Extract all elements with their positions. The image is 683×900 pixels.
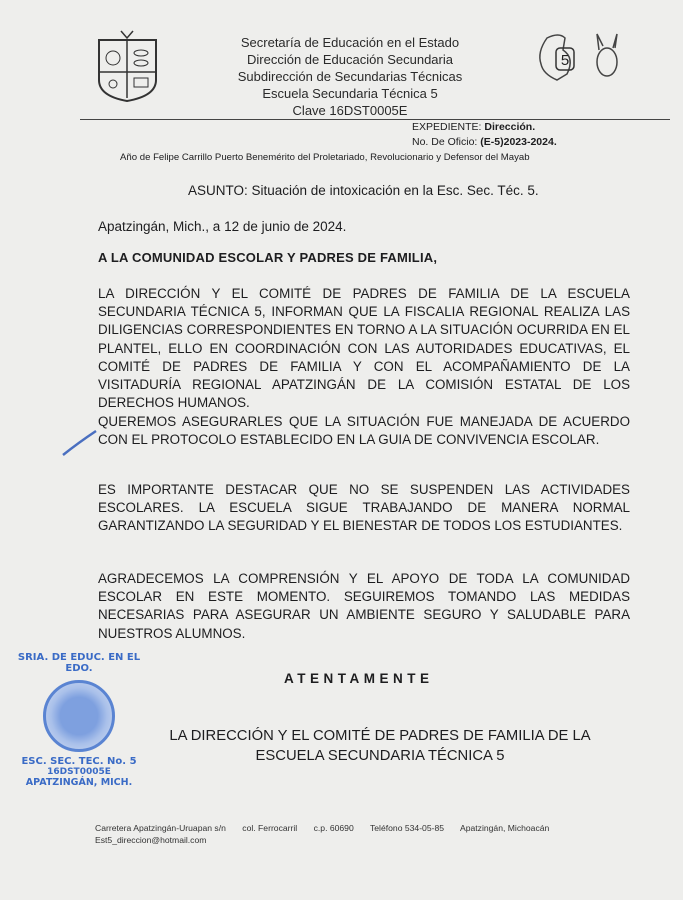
footer-email: Est5_direccion@hotmail.com (95, 835, 207, 845)
footer-city: Apatzingán, Michoacán (459, 823, 550, 833)
salutation: A LA COMUNIDAD ESCOLAR Y PADRES DE FAMILIA, (98, 250, 438, 265)
header-divider (80, 119, 670, 120)
letterhead-line: Dirección de Educación Secundaria (247, 52, 453, 67)
signature-line: LA DIRECCIÓN Y EL COMITÉ DE PADRES DE FAMILIA DE LA (169, 728, 591, 744)
date-line: Apatzingán, Mich., a 12 de junio de 2024. (98, 219, 347, 234)
school-logo-number: 5 (560, 52, 570, 69)
footer-cp: c.p. 60690 (313, 823, 354, 833)
stamp-line: 16DST0005E (47, 767, 111, 777)
subject-line: ASUNTO: Situación de intoxicación en la Esc. Sec. Téc. 5. (188, 183, 539, 198)
oficio-label: No. De Oficio: (412, 136, 478, 148)
body-paragraph: AGRADECEMOS LA COMPRENSIÓN Y EL APOYO DE TODA LA COMUNIDAD ESCOLAR EN ESTE MOMENTO. SEGUIREMOS TOMANDO LAS MEDIDAS NECESARIAS PARA ASEGURAR UN AMBIENTE SEGURO Y SALUDABLE PARA NUESTROS ALUMNOS. (98, 571, 630, 641)
stamp-top-text: SRIA. DE EDUC. EN EL EDO. (17, 652, 141, 674)
school-logo (535, 30, 625, 85)
letterhead (200, 34, 500, 119)
closing: ATENTAMENTE (284, 671, 434, 686)
expediente-label: EXPEDIENTE: (412, 121, 482, 133)
year-motto: Año de Felipe Carrillo Puerto Benemérito del Proletariado, Revolucionario y Defensor del Mayab (120, 152, 530, 163)
footer-address: Carretera Apatzingán-Uruapan s/n (95, 823, 226, 833)
body-paragraph: QUEREMOS ASEGURARLES QUE LA SITUACIÓN FUE MANEJADA DE ACUERDO CON EL PROTOCOLO ESTABLECIDO EN LA GUIA DE CONVIVENCIA ESCOLAR. (98, 414, 630, 448)
state-coat-of-arms-logo (95, 28, 160, 103)
body-paragraph: ES IMPORTANTE DESTACAR QUE NO SE SUSPENDEN LAS ACTIVIDADES ESCOLARES. LA ESCUELA SIGUE TRABAJANDO DE MANERA NORMAL GARANTIZANDO LA SEGURIDAD Y EL BIENESTAR DE TODOS LOS ESTUDIANTES. (98, 482, 630, 534)
footer-phone: Teléfono 534-05-85 (369, 823, 445, 833)
stamp-line: APATZINGÁN, MICH. (25, 777, 133, 788)
letterhead-line: Secretaría de Educación en el Estado (240, 35, 460, 50)
body-paragraph: LA DIRECCIÓN Y EL COMITÉ DE PADRES DE FAMILIA DE LA ESCUELA SECUNDARIA TÉCNICA 5, INFORMAN QUE LA FISCALIA REGIONAL REALIZA LAS DILIGENCIAS CORRESPONDIENTES EN TORNO A LA SITUACIÓN OCURRIDA EN EL PLANTEL, ELLO EN COORDINACIÓN CON LAS AUTORIDADES EDUCATIVAS, EL COMITÉ DE PADRES DE FAMILIA Y CON EL ACOMPAÑAMIENTO DE LA VISITADURÍA REGIONAL APATZINGÁN DE LA COMISIÓN ESTATAL DE LOS DERECHOS HUMANOS. (98, 286, 630, 411)
signature-line: ESCUELA SECUNDARIA TÉCNICA 5 (255, 748, 505, 764)
pen-mark (60, 425, 100, 465)
official-stamp (14, 652, 144, 788)
letterhead-line: Escuela Secundaria Técnica 5 (262, 86, 438, 101)
letterhead-line: Clave 16DST0005E (292, 103, 408, 118)
letterhead-line: Subdirección de Secundarias Técnicas (237, 69, 463, 84)
expediente-value: Dirección. (484, 121, 536, 133)
stamp-line: ESC. SEC. TEC. No. 5 (21, 756, 137, 767)
signature-block (130, 726, 630, 766)
footer (95, 822, 563, 846)
file-reference (412, 120, 557, 150)
footer-colonia: col. Ferrocarril (242, 823, 298, 833)
stamp-seal (43, 680, 115, 752)
oficio-value: (E-5)2023-2024. (480, 136, 557, 148)
